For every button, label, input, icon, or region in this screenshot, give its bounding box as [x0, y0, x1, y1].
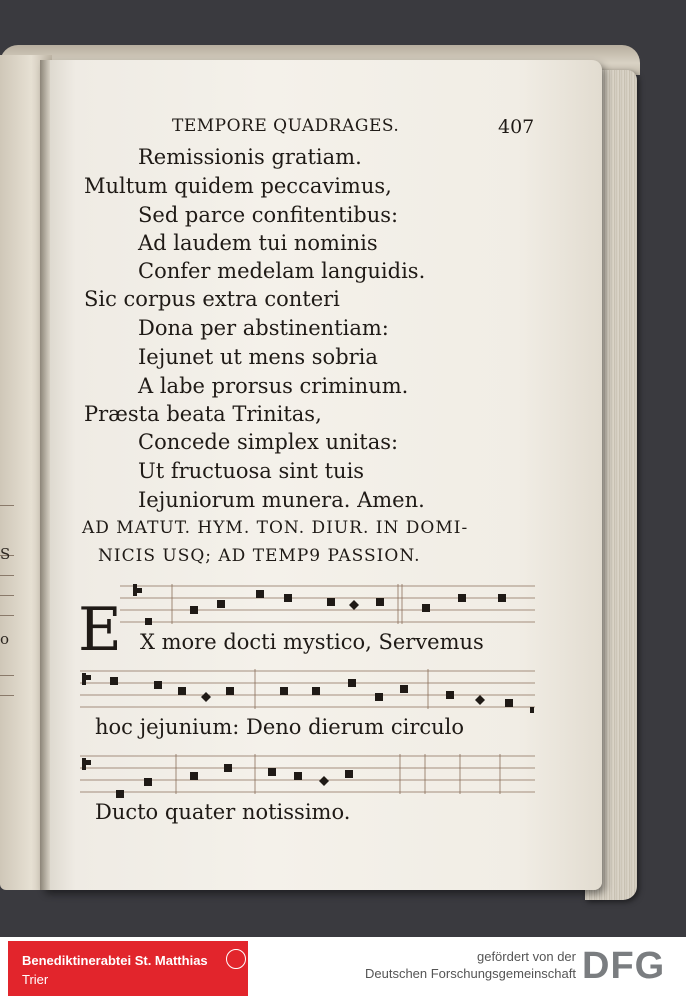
- left-page-fragment: S: [0, 545, 11, 563]
- chant-lyric: Ducto quater notissimo.: [95, 800, 351, 824]
- hymn-line: Iejunet ut mens sobria: [138, 345, 378, 369]
- chant-lyric: X more docti mystico, Servemus: [140, 630, 484, 654]
- left-staff-line: [0, 505, 14, 506]
- music-staff: [80, 665, 535, 713]
- left-staff-line: [0, 615, 14, 616]
- funding-note: gefördert von der: [476, 949, 576, 964]
- left-staff-line: [0, 575, 14, 576]
- hymn-line: Sic corpus extra conteri: [84, 287, 340, 311]
- running-header: TEMPORE QUADRAGES.: [172, 116, 400, 136]
- hymn-line: A labe prorsus criminum.: [138, 374, 409, 398]
- hymn-line: Ad laudem tui nominis: [138, 231, 378, 255]
- footer-bar: [0, 937, 686, 1000]
- left-page-fragment: o: [0, 630, 10, 648]
- rubric-line: AD MATUT. HYM. TON. DIUR. IN DOMI-: [82, 518, 469, 538]
- page-number: 407: [498, 116, 535, 138]
- decorated-initial: E: [78, 595, 122, 665]
- abbey-seal-icon: [226, 949, 246, 969]
- hymn-line: Concede simplex unitas:: [138, 430, 399, 454]
- hymn-line: Iejuniorum munera. Amen.: [138, 488, 425, 512]
- left-staff-line: [0, 675, 14, 676]
- chant-lyric: hoc jejunium: Deno dierum circulo: [95, 715, 465, 739]
- hymn-line: Ut fructuosa sint tuis: [138, 459, 365, 483]
- institution-city: Trier: [22, 972, 49, 987]
- hymn-line: Præsta beata Trinitas,: [84, 402, 322, 426]
- hymn-line: Remissionis gratiam.: [138, 145, 362, 169]
- funder-name: Deutschen Forschungsgemeinschaft: [364, 966, 576, 981]
- left-staff-line: [0, 695, 14, 696]
- rubric-line: NICIS USQ; AD TEMP9 PASSION.: [98, 546, 421, 566]
- book-gutter: [40, 60, 50, 890]
- music-staff: [80, 580, 535, 628]
- dfg-logo[interactable]: DFG: [582, 945, 666, 987]
- left-staff-line: [0, 595, 14, 596]
- hymn-line: Confer medelam languidis.: [138, 259, 426, 283]
- institution-badge[interactable]: [8, 941, 248, 996]
- institution-name: Benediktinerabtei St. Matthias: [22, 953, 208, 968]
- hymn-line: Dona per abstinentiam:: [138, 316, 389, 340]
- music-staff: [80, 750, 535, 798]
- hymn-line: Multum quidem peccavimus,: [84, 174, 392, 198]
- hymn-line: Sed parce confitentibus:: [138, 203, 399, 227]
